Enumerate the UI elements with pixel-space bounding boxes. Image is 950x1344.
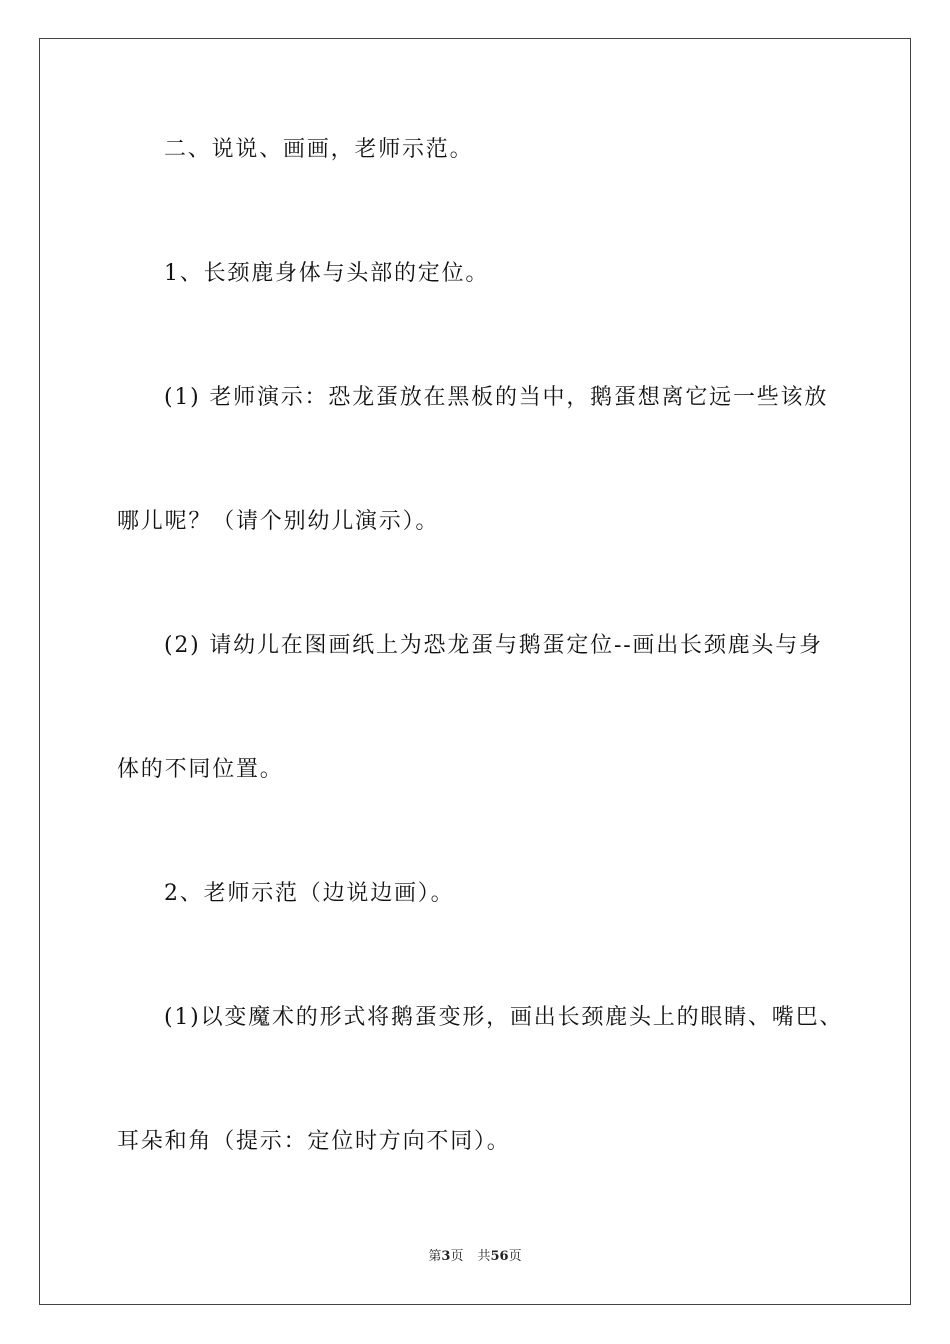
total-prefix: 共 xyxy=(477,1249,491,1264)
page-footer xyxy=(40,1248,910,1266)
paragraph-line: 哪儿呢？（请个别幼儿演示）。 xyxy=(117,509,440,534)
paragraph-line: 耳朵和角（提示：定位时方向不同）。 xyxy=(117,1129,511,1154)
total-suffix: 页 xyxy=(508,1249,522,1264)
total-pages: 56 xyxy=(490,1249,509,1264)
subsection-heading: 1、长颈鹿身体与头部的定位。 xyxy=(164,261,490,286)
page-suffix: 页 xyxy=(450,1249,464,1264)
paragraph-line: (1)以变魔术的形式将鹅蛋变形，画出长颈鹿头上的眼睛、嘴巴、 xyxy=(164,1005,844,1030)
paragraph-line: (1) 老师演示：恐龙蛋放在黑板的当中，鹅蛋想离它远一些该放 xyxy=(164,385,829,410)
page-prefix: 第 xyxy=(428,1249,442,1264)
section-heading: 二、说说、画画，老师示范。 xyxy=(164,137,474,162)
page-frame xyxy=(39,38,911,1305)
page-number: 3 xyxy=(441,1249,451,1264)
paragraph-line: (2) 请幼儿在图画纸上为恐龙蛋与鹅蛋定位--画出长颈鹿头与身 xyxy=(164,633,823,658)
subsection-heading: 2、老师示范（边说边画）。 xyxy=(164,881,455,906)
paragraph-line: 体的不同位置。 xyxy=(117,757,284,782)
